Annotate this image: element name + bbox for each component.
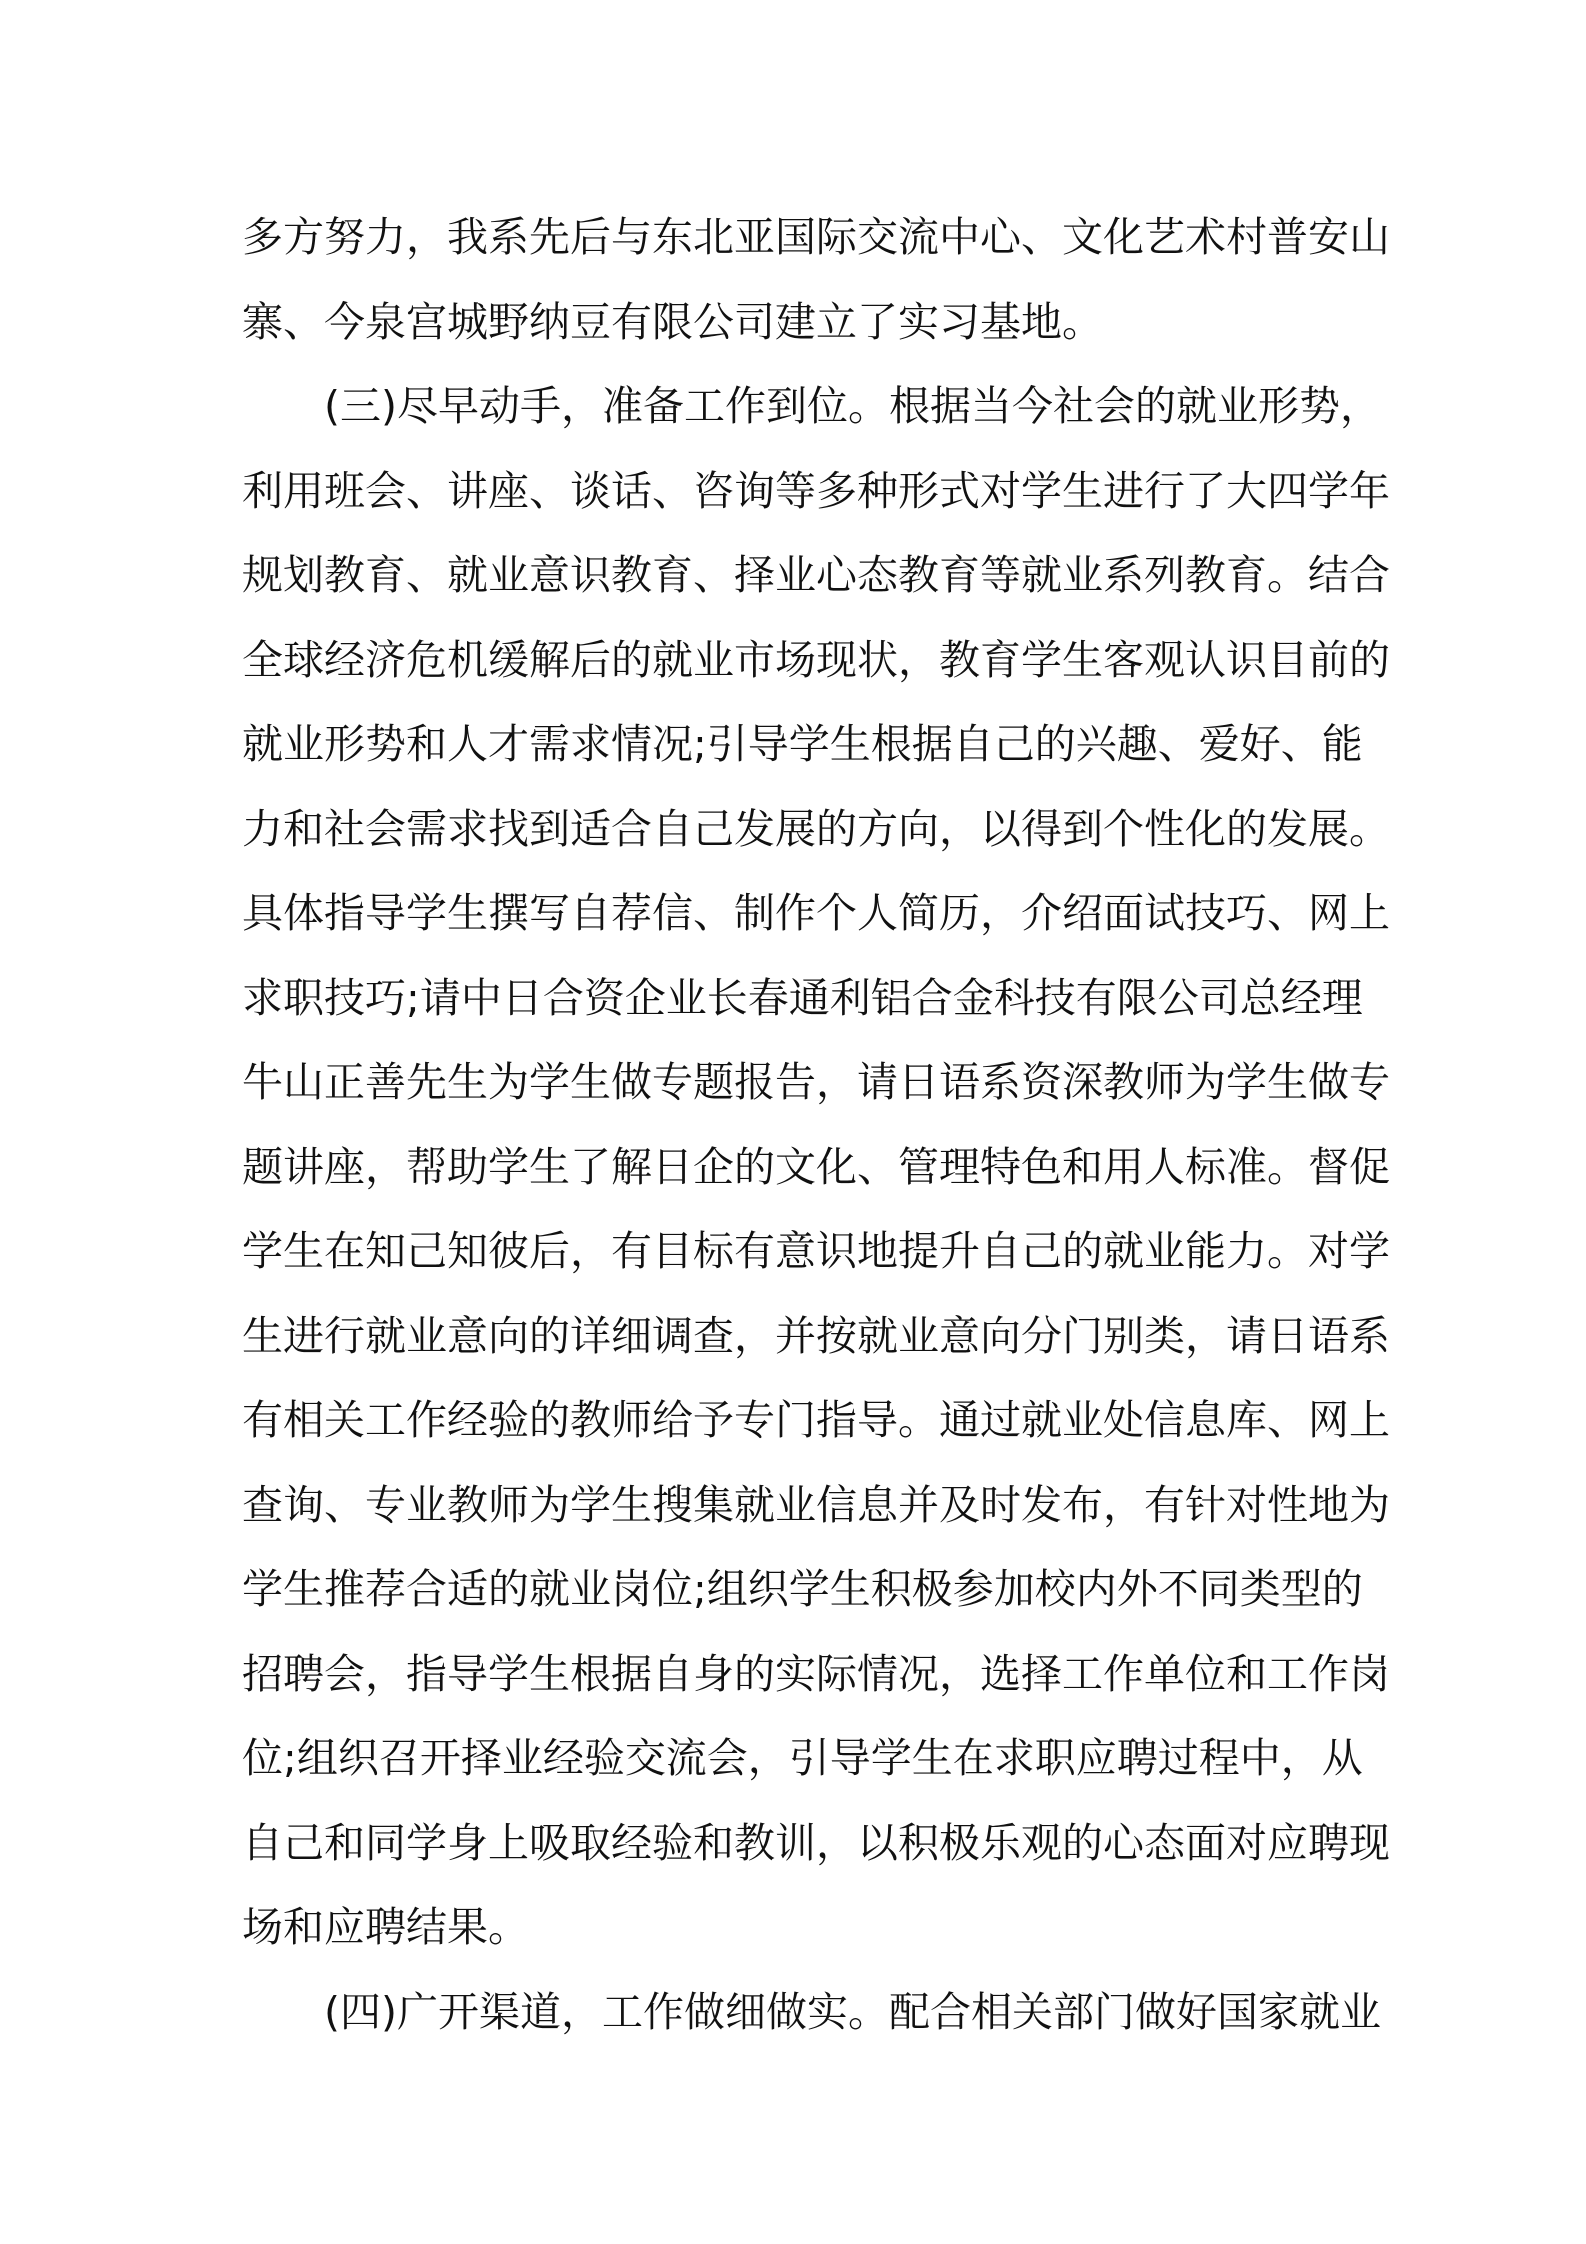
text-line: 多方努力，我系先后与东北亚国际交流中心、文化艺术村普安山 (242, 213, 1390, 261)
text-line: 题讲座，帮助学生了解日企的文化、管理特色和用人标准。督促 (242, 1142, 1390, 1191)
text-line: 自己和同学身上吸取经验和教训，以积极乐观的心态面对应聘现 (242, 1818, 1390, 1867)
text-line: 规划教育、就业意识教育、择业心态教育等就业系列教育。结合 (242, 551, 1390, 599)
text-line: 位;组织召开择业经验交流会，引导学生在求职应聘过程中，从 (242, 1734, 1363, 1782)
section-heading-line: (三)尽早动手，准备工作到位。根据当今社会的就业形势， (324, 382, 1381, 430)
text-line: 就业形势和人才需求情况;引导学生根据自己的兴趣、爱好、能 (242, 720, 1363, 768)
text-line: 利用班会、讲座、谈话、咨询等多种形式对学生进行了大四学年 (242, 466, 1390, 515)
text-line: 牛山正善先生为学生做专题报告，请日语系资深教师为学生做专 (242, 1058, 1390, 1106)
text-line: 力和社会需求找到适合自己发展的方向，以得到个性化的发展。 (242, 804, 1390, 853)
text-line: 查询、专业教师为学生搜集就业信息并及时发布，有针对性地为 (242, 1480, 1390, 1529)
text-line: 寨、今泉宫城野纳豆有限公司建立了实习基地。 (242, 297, 1103, 346)
text-line: 场和应聘结果。 (242, 1903, 529, 1951)
text-line: 求职技巧;请中日合资企业长春通利铝合金科技有限公司总经理 (242, 973, 1363, 1022)
body-text (242, 195, 1390, 2054)
section-heading-line: (四)广开渠道，工作做细做实。配合相关部门做好国家就业 (324, 1987, 1381, 2036)
text-line: 生进行就业意向的详细调查，并按就业意向分门别类，请日语系 (242, 1311, 1390, 1360)
text-line: 招聘会，指导学生根据自身的实际情况，选择工作单位和工作岗 (242, 1649, 1390, 1698)
text-line: 具体指导学生撰写自荐信、制作个人简历，介绍面试技巧、网上 (242, 889, 1390, 937)
text-line: 有相关工作经验的教师给予专门指导。通过就业处信息库、网上 (242, 1396, 1390, 1444)
text-line: 学生推荐合适的就业岗位;组织学生积极参加校内外不同类型的 (242, 1565, 1363, 1613)
text-line: 全球经济危机缓解后的就业市场现状，教育学生客观认识目前的 (242, 635, 1390, 684)
text-line: 学生在知己知彼后，有目标有意识地提升自己的就业能力。对学 (242, 1227, 1390, 1275)
